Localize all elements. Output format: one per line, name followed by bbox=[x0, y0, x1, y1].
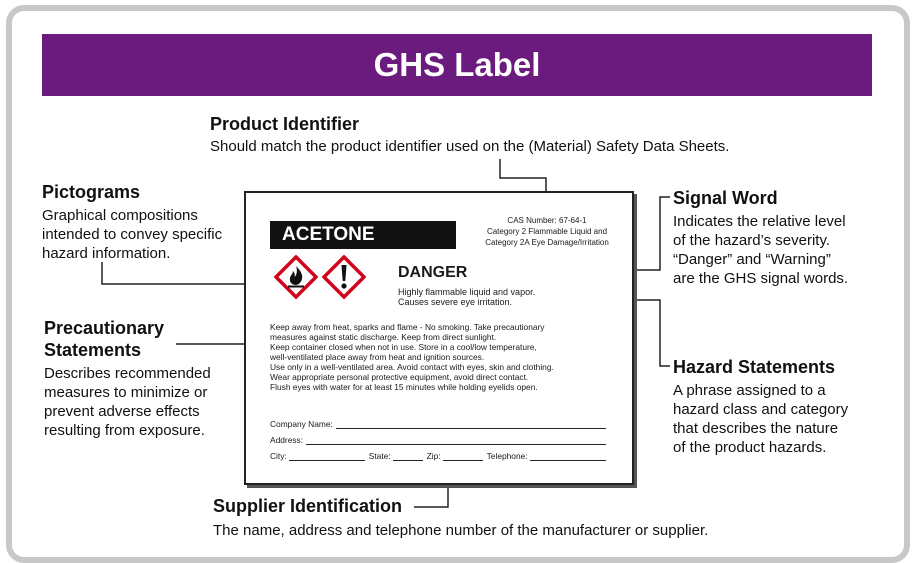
product-identifier-text: Should match the product identifier used on the (Material) Safety Data Sheets. bbox=[210, 138, 730, 155]
hazard-statements: Highly flammable liquid and vapor. Causes severe eye irritation. bbox=[398, 287, 536, 307]
product-name: ACETONE bbox=[282, 224, 375, 245]
supplier-text: The name, address and telephone number of the manufacturer or supplier. bbox=[213, 522, 709, 539]
signal-word-heading: Signal Word bbox=[673, 188, 778, 208]
precautionary-statements: Keep away from heat, sparks and flame - No smoking. Take precautionary measures against static discharge. Keep from direct sunlight. Keep container closed when not in use. Store in a cool/low temperature, well-ventilated place away from heat and ignition sources. Use only in a well-ventilated area. Avoid contact with eyes, skin and clothing. Wear appropriate personal protective equipment, avoid direct contact. Flush eyes with water for at least 15 minutes while holding eyelids open. bbox=[270, 322, 554, 392]
pictograms-text: Graphical compositions intended to convey specific hazard information. bbox=[42, 207, 223, 262]
page-title: GHS Label bbox=[373, 46, 541, 83]
precautionary-text: Describes recommended measures to minimize or prevent adverse effects resulting from exposure. bbox=[44, 365, 211, 439]
pictograms-heading: Pictograms bbox=[42, 182, 141, 202]
exclamation-pictogram-icon bbox=[322, 255, 366, 299]
product-identifier-heading: Product Identifier bbox=[210, 114, 360, 134]
hazard-statements-heading: Hazard Statements bbox=[673, 357, 836, 377]
city-state-zip-phone-field: City: State: Zip: Telephone: bbox=[270, 451, 606, 461]
signal-word-text: Indicates the relative level of the hazard’s severity. “Danger” and “Warning” are the GHS signal words. bbox=[673, 213, 849, 287]
address-field: Address: bbox=[270, 435, 606, 445]
leader-pictograms bbox=[102, 262, 264, 284]
product-name-box bbox=[270, 221, 456, 249]
company-name-field: Company Name: bbox=[270, 419, 606, 429]
sample-ghs-label bbox=[244, 191, 634, 485]
supplier-heading: Supplier Identification bbox=[213, 496, 403, 516]
precautionary-heading: Precautionary Statements bbox=[44, 318, 165, 360]
signal-word: DANGER bbox=[398, 264, 468, 281]
hazard-statements-text: A phrase assigned to a hazard class and category that describes the nature of the product hazards. bbox=[673, 382, 849, 456]
flame-pictogram-icon bbox=[274, 255, 318, 299]
cas-info: CAS Number: 67-64-1 Category 2 Flammable Liquid and Category 2A Eye Damage/Irritation bbox=[485, 216, 609, 247]
